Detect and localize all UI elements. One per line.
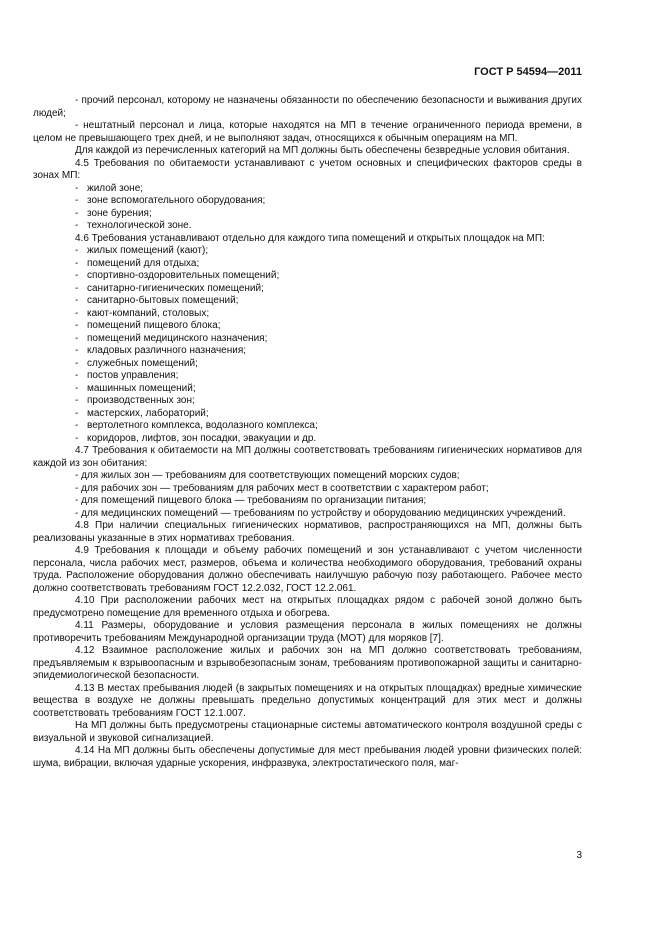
page-footer [40,850,582,861]
list-item: - технологической зоне. [75,220,192,231]
section-4-7-list [33,470,582,520]
list-item: - вертолетного комплекса, водолазного комплекса; [75,420,318,431]
list-item: - жилых помещений (кают); [75,245,209,256]
section-4-13-continued: На МП должны быть предусмотрены стационарные системы автоматического контроля воздушной среды с визуальной и звуковой сигнализацией. [33,720,582,744]
page-number: 3 [576,850,582,861]
section-4-8: 4.8 При наличии специальных гигиенических нормативов, распространяющихся на МП, должны быть реализованы указанные в этих нормативах требования. [33,520,582,544]
section-4-10: 4.10 При расположении рабочих мест на открытых площадках рядом с рабочей зоной должно быть предусмотрено помещение для временного отдыха и обогрева. [33,595,582,619]
list-item: - коридоров, лифтов, зон посадки, эвакуации и др. [75,432,317,444]
list-item: - помещений для отдыха; [75,257,200,269]
list-item: - служебных помещений; [75,357,198,369]
standard-number: ГОСТ Р 54594—2011 [474,66,582,78]
list-item: - помещений медицинского назначения; [75,332,268,344]
intro-paragraph-3: Для каждой из перечисленных категорий на МП должны быть обеспечены безвредные условия обитания. [75,145,570,156]
list-item: - кладовых различного назначения; [75,345,247,356]
list-item: - санитарно-гигиенических помещений; [75,282,264,294]
section-4-11: 4.11 Размеры, оборудование и условия размещения персонала в жилых помещениях не должны противоречить требованиям Международной организации труда (МОТ) для моряков [7]. [33,620,582,644]
list-item: - санитарно-бытовых помещений; [75,295,239,306]
section-4-9: 4.9 Требования к площади и объему рабочих помещений и зон устанавливают с учетом численности персонала, числа рабочих мест, размеров, объема и количества необходимого оборудования, требований охраны труда. Расположение оборудования должно обеспечивать наилучшую рабочую позу работающего. Рабочее место должно соответствовать требованиям ГОСТ 12.2.032, ГОСТ 12.2.061. [33,545,582,594]
section-4-14: 4.14 На МП должны быть обеспечены допустимые для мест пребывания людей уровни физических полей: шума, вибрации, включая ударные ускорения, инфразвука, электростатического поля, маг- [33,745,582,769]
list-item: - производственных зон; [75,395,195,406]
section-4-6-list [33,245,582,445]
list-item: - постов управления; [75,370,179,381]
list-item: - кают-компаний, столовых; [75,307,210,319]
list-item: - для помещений пищевого блока — требованиям по организации питания; [75,495,427,506]
list-item: - зоне вспомогательного оборудования; [75,195,266,206]
list-item: - помещений пищевого блока; [75,320,221,331]
page-header [40,66,582,78]
section-4-6: 4.6 Требования устанавливают отдельно для каждого типа помещений и открытых площадок на МП: [75,232,545,244]
document-body [33,95,582,770]
section-4-13: 4.13 В местах пребывания людей (в закрытых помещениях и на открытых площадках) вредные химические вещества в воздухе не должны превышать предельно допустимых концентраций для этих мест и должны соответствовать требованиям ГОСТ 12.1.007. [33,682,582,719]
section-4-12: 4.12 Взаимное расположение жилых и рабочих зон на МП должно соответствовать требованиям, предъявляемым к взрывоопасным и взрывобезопасным зонам, требованиям противопожарной защиты и санитарно-эпидемиологической безопасности. [33,645,582,681]
list-item: - зоне бурения; [75,207,152,219]
section-4-5: 4.5 Требования по обитаемости устанавливают с учетом основных и специфических факторов среды в зонах МП: [33,157,582,181]
list-item: - мастерских, лабораторий; [75,407,209,419]
list-item: - для жилых зон — требованиям для соответствующих помещений морских судов; [75,470,460,481]
section-4-7: 4.7 Требования к обитаемости на МП должны соответствовать требованиям гигиенических нормативов для каждой из зон обитания: [33,445,582,469]
list-item: - для рабочих зон — требованиям для рабочих мест в соответствии с характером работ; [75,482,489,494]
section-4-5-list [33,183,582,233]
list-item: - спортивно-оздоровительных помещений; [75,270,280,281]
list-item: - жилой зоне; [75,182,144,194]
intro-paragraph-2: - нештатный персонал и лица, которые находятся на МП в течение ограниченного периода времени, в целом не превышающего трех дней, и не выполняют задач, относящихся к обычным операциям на МП. [33,120,582,144]
list-item: - машинных помещений; [75,382,196,394]
list-item: - для медицинских помещений — требованиям по устройству и оборудованию медицинских учреждений. [75,507,566,519]
intro-paragraph-1: - прочий персонал, которому не назначены обязанности по обеспечению безопасности и выживания других людей; [33,95,582,119]
